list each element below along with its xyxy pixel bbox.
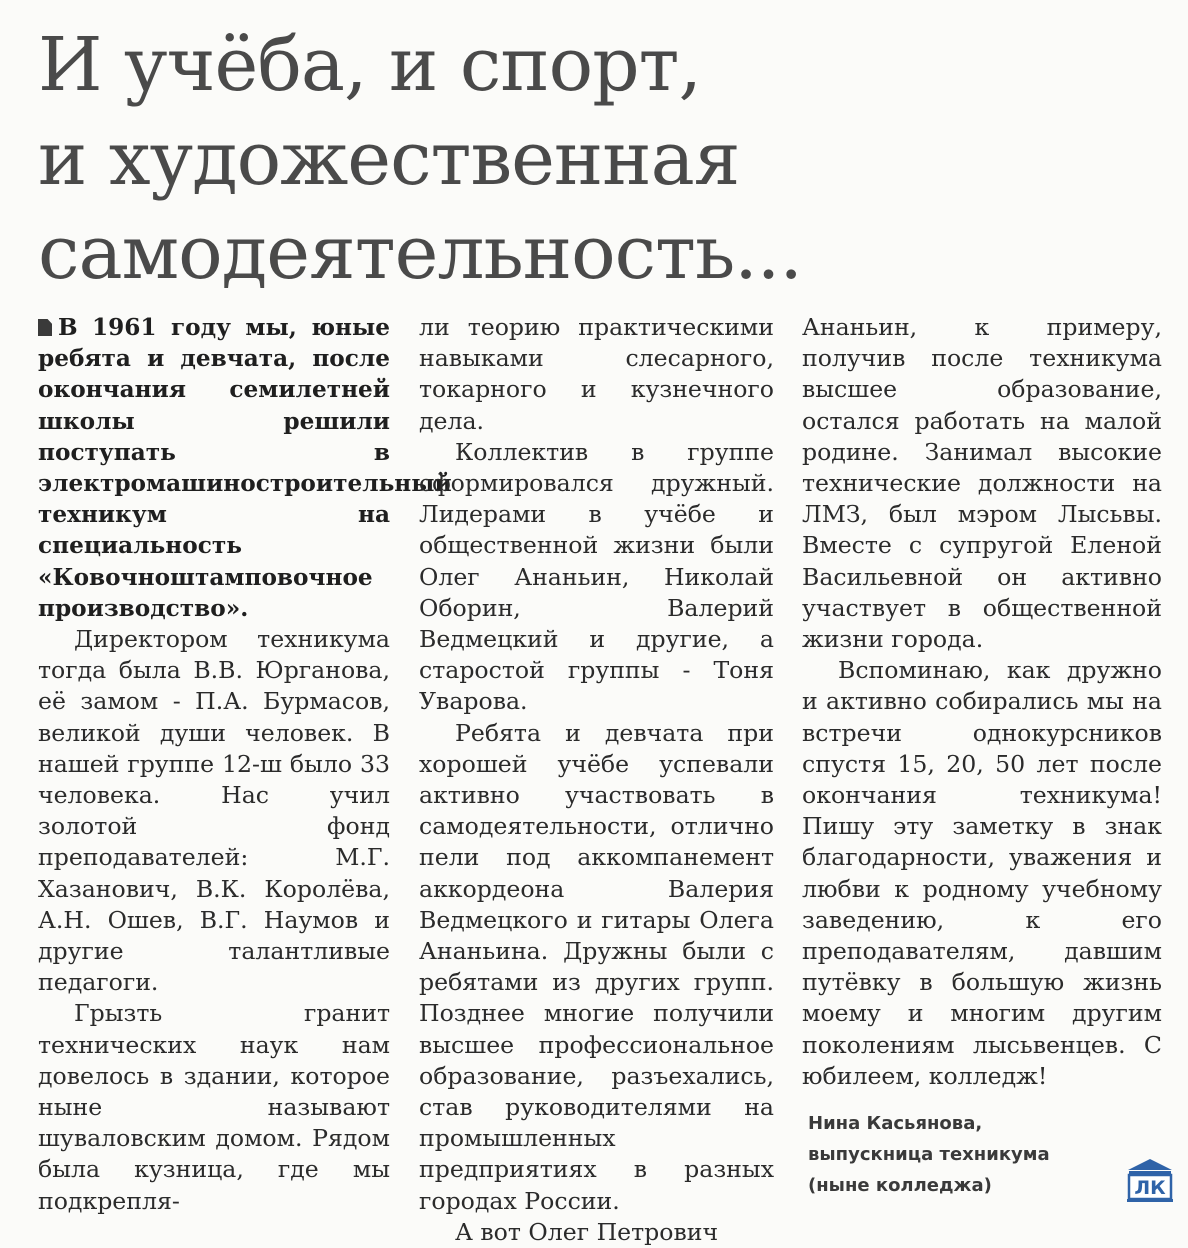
paragraph: Директором техникума тогда была В.В. Юрганова, её замом - П.А. Бурмасов, великой души человек. В нашей группе 12-ш было 33 человека. Нас учил золотой фонд преподавателей: М.Г. Хазанович, В.К. Королёва, А.Н. Ошев, В.Г. Наумов и другие талантливые педагоги.	[38, 625, 390, 997]
paragraph: А вот Олег Петрович	[455, 1217, 719, 1246]
column-1-body	[38, 624, 390, 1217]
headline	[38, 18, 1158, 300]
author-role: выпускница техникума	[808, 1144, 1050, 1165]
college-logo-icon	[1126, 1157, 1174, 1203]
lead-paragraph	[38, 312, 452, 624]
lead-text: В 1961 году мы, юные ребята и девчата, после окончания семилетней школы решили поступать в электромашиностроительный техникум на специальность «Ковочноштамповочное производство».	[38, 314, 452, 622]
headline-line-3: самодеятельность...	[38, 210, 802, 296]
paragraph: Ананьин, к примеру, получив после техникума высшее образование, остался работать на малой родине. Занимал высокие технические должности на ЛМЗ, был мэром Лысьвы. Вместе с супругой Еленой Васильевной он активно участвует в общественной жизни города.	[802, 313, 1162, 654]
paragraph: Грызть гранит технических наук нам довелось в здании, которое ныне называют шуваловским домом. Рядом была кузница, где мы подкрепля-	[38, 999, 390, 1215]
headline-line-1: И учёба, и спорт,	[38, 22, 702, 108]
paragraph: Вспоминаю, как дружно и активно собирались мы на встречи однокурсников спустя 15, 20, 50 лет после окончания техникума! Пишу эту заметку в знак благодарности, уважения и любви к родному учебному заведению, к его преподавателям, давшим путёвку в большую жизнь моему и многим другим поколениям лысьвенцев. С юбилеем, колледж!	[802, 656, 1162, 1090]
author-signature	[808, 1108, 1108, 1201]
paragraph: Ребята и девчата при хорошей учёбе успевали активно участвовать в самодеятельности, отлично пели под аккомпанемент аккордеона Валерия Ведмецкого и гитары Олега Ананьина. Дружны были с ребятами из других групп. Позднее многие получили высшее профессиональное образование, разъехались, став руководителями на промышленных предприятиях в разных городах России.	[419, 718, 774, 1215]
article-column-1	[38, 312, 452, 1217]
article-column-3	[802, 312, 1162, 1092]
headline-line-2: и художественная	[38, 116, 740, 202]
article-column-2	[419, 312, 774, 1248]
paragraph: Коллектив в группе сформировался дружный. Лидерами в учёбе и общественной жизни были Олег Ананьин, Николай Оборин, Валерий Ведмецкий и другие, а старостой группы - Тоня Уварова.	[419, 437, 774, 716]
author-note: (ныне колледжа)	[808, 1175, 992, 1196]
paragraph: ли теорию практическими навыками слесарного, токарного и кузнечного дела.	[419, 313, 774, 435]
svg-text:ЛК: ЛК	[1134, 1177, 1166, 1199]
document-icon	[38, 319, 52, 336]
author-name: Нина Касьянова,	[808, 1113, 983, 1134]
